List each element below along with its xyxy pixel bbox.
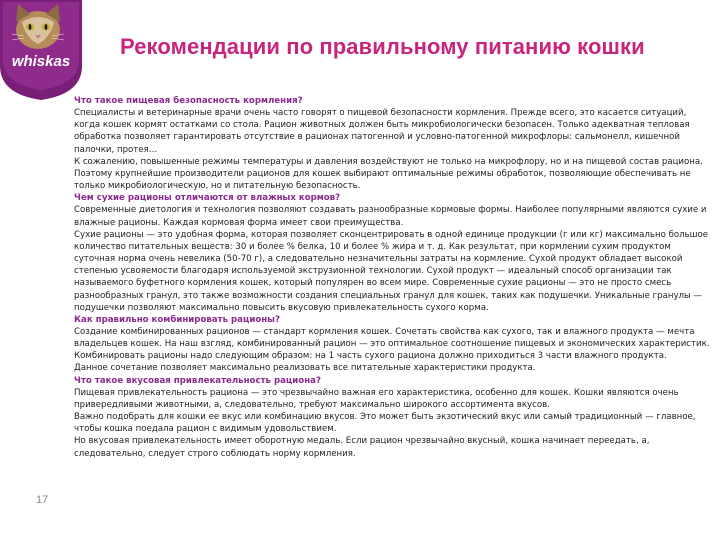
paragraph: К сожалению, повышенные режимы температуры и давления воздействуют не только на микрофлору, но и на пищевой состав рациона. Поэтому крупнейшие производители рационов для кошек выбирают оптимальные режимы обработок, позволяющие обеспечивать не только микробиологическую, но и питательную безопасность.: [74, 156, 703, 192]
paragraph: Важно подобрать для кошки ее вкус или комбинацию вкусов. Это может быть экзотический вкус или самый традиционный — главное, чтобы кошка поедала рацион с видимым удовольствием.: [74, 412, 696, 435]
page-number: 17: [36, 494, 49, 506]
article-body: [74, 95, 714, 460]
section-heading: Как правильно комбинировать рационы?: [74, 314, 280, 325]
section-heading: Что такое пищевая безопасность кормления?: [74, 96, 303, 106]
whiskas-logo-graphic: [0, 0, 82, 100]
page-title: Рекомендации по правильному питанию кошки: [120, 34, 645, 59]
paragraph: Но вкусовая привлекательность имеет оборотную медаль. Если рацион чрезвычайно вкусный, кошка начинает переедать, а, следовательно, следует строго соблюдать норму кормления.: [74, 436, 650, 459]
paragraph: Создание комбинированных рационов — стандарт кормления кошек. Сочетать свойства как сухого, так и влажного продукта — мечта владельцев кошек. На наш взгляд, комбинированный рацион — это оптимальное соотношение пищевых и экономических характеристик. Комбинировать рационы надо следующим образом: на 1 часть сухого рациона должно приходиться 3 части влажного продукта.: [74, 326, 710, 362]
paragraph: Специалисты и ветеринарные врачи очень часто говорят о пищевой безопасности кормления. Прежде всего, это касается ситуаций, когда кошек кормят остатками со стола. Рацион животных должен быть микробиологически безопасен. Только адекватная тепловая обработка позволяет гарантировать отсутствие в рационах патогенной и условно-патогенной микрофлоры: сальмонелл, кишечной палочки, протея…: [74, 108, 690, 155]
paragraph: Современные диетология и технология позволяют создавать разнообразные кормовые формы. Наиболее популярными являются сухие и влажные рационы. Каждая кормовая форма имеет свои преимущества.: [74, 205, 707, 228]
section-heading: Что такое вкусовая привлекательность рациона?: [74, 375, 321, 386]
logo-wordmark: whiskas: [11, 53, 71, 70]
paragraph: Пищевая привлекательность рациона — это чрезвычайно важная его характеристика, особенно для кошек. Кошки являются очень привередливыми животными, а, следовательно, требуют максимально широкого ассортимента вкусов.: [74, 387, 679, 410]
paragraph: Сухие рационы — это удобная форма, которая позволяет сконцентрировать в одной единице продукции (г или кг) максимально большое количество питательных веществ: 30 и более % белка, 10 и более % жира и т. д. Как результат, при кормлении сухим продуктом суточная норма очень невелика (50-70 г), а следовательно незначительны затраты на кормление. Сухой продукт обладает высокой степенью усвояемости благодаря используемой экструзионной технологии. Сухой продукт — идеальный способ организации так называемого буфетного кормления кошек, который популярен во всем мире. Современные сухие рационы — это не просто смесь разнообразных гранул, это также возможности создания специальных гранул для кошек, таких как подушечки. Уникальные гранулы — подушечки позволяют максимально повысить вкусовую привлекательность сухого корма.: [74, 229, 709, 313]
paragraph: Данное сочетание позволяет максимально реализовать все питательные характеристики продукта.: [74, 363, 536, 374]
whiskas-logo: [0, 0, 82, 100]
section-heading: Чем сухие рационы отличаются от влажных кормов?: [74, 193, 341, 204]
